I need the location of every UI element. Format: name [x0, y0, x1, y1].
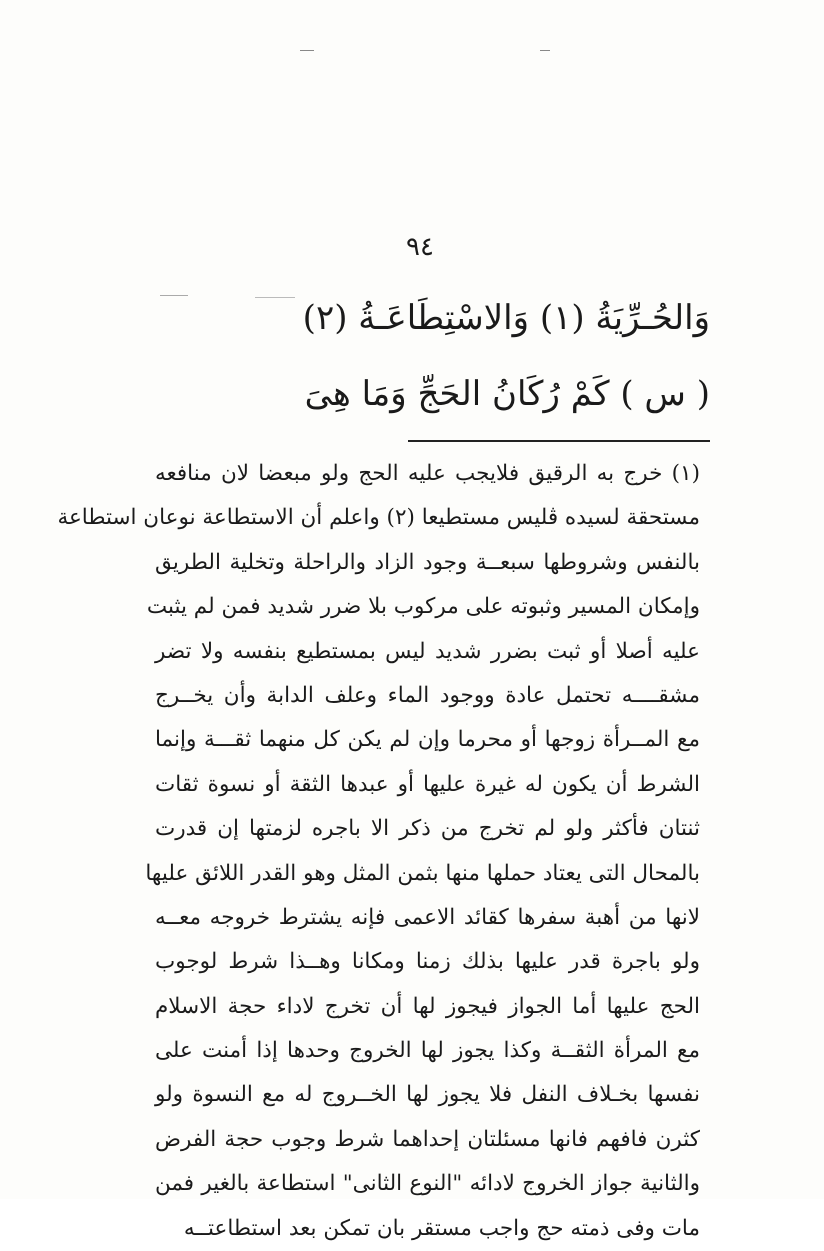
- footnote-line: (١) خرج به الرقيق فلايجب عليه الحج ولو مبعضا لان منافعه: [155, 461, 700, 486]
- footnote-line: وإمكان المسير وثبوته على مركوب بلا ضرر شديد فمن لم يثبت: [146, 594, 700, 620]
- footnote-line: مستحقة لسيده ڤليس مستطيعا (٢) واعلم أن الاستطاعة نوعان استطاعة: [57, 505, 700, 531]
- footnote-line: لانها من أهبة سفرها كقائد الاعمى فإنه يشترط خروجه معــه: [155, 904, 700, 930]
- footnote-line: ولو باجرة قدر عليها بذلك زمنا ومكانا وهــذا شرط لوجوب: [155, 949, 700, 975]
- footnote-line: الشرط أن يكون له غيرة عليها أو عبدها الثقة أو نسوة ثقات: [155, 771, 700, 797]
- footnote-line: ثنتان فأكثر ولو لم تخرج من ذكر الا باجره لزمتها إن قدرت: [155, 816, 700, 842]
- footnote-divider: [408, 440, 710, 442]
- question-line: ( س ) كَمْ رُكَانُ الحَجِّ وَمَا هِىَ: [304, 374, 710, 414]
- main-text-line: وَالحُـرِّيَةُ (١) وَالاسْتِطَاعَـةُ (٢): [302, 298, 710, 338]
- scan-mark: [540, 50, 550, 51]
- footnote-line: مشقــــه تحتمل عادة ووجود الماء وعلف الدابة وأن يخــرج: [155, 682, 700, 708]
- footnote-line: مات وفى ذمته حج واجب مستقر بان تمكن بعد استطاعتــه: [183, 1215, 700, 1241]
- footnote-line: الحج عليها أما الجواز فيجوز لها أن تخرج لاداء حجة الاسلام: [155, 993, 700, 1019]
- page-number: ٩٤: [406, 232, 434, 262]
- footnote-line: مع المرأة الثقــة وكذا يجوز لها الخروج وحدها إذا أمنت على: [155, 1038, 700, 1064]
- footnote-line: عليه أصلا أو ثبت بضرر شديد ليس بمستطيع بنفسه ولا تضر: [155, 638, 701, 664]
- footnote-line: والثانية جواز الخروج لادائه "النوع الثانى" استطاعة بالغير فمن: [155, 1171, 700, 1197]
- footnotes-block: [57, 452, 701, 1251]
- footnote-line: نفسها بخـلاف النفل فلا يجوز لها الخــروج له مع النسوة ولو: [155, 1082, 700, 1108]
- footnote-line: بالمحال التى يعتاد حملها منها بثمن المثل وهو القدر اللائق عليها: [145, 860, 700, 886]
- scan-mark: [300, 50, 314, 51]
- footnote-line: بالنفس وشروطها سبعــة وجود الزاد والراحلة وتخلية الطريق: [155, 549, 700, 575]
- footnote-line: مع المــرأة زوجها أو محرما وإن لم يكن كل منهما ثقـــة وإنما: [155, 727, 700, 753]
- footnote-line: كثرن فافهم فانها مسئلتان إحداهما شرط وجوب حجة الفرض: [155, 1126, 700, 1152]
